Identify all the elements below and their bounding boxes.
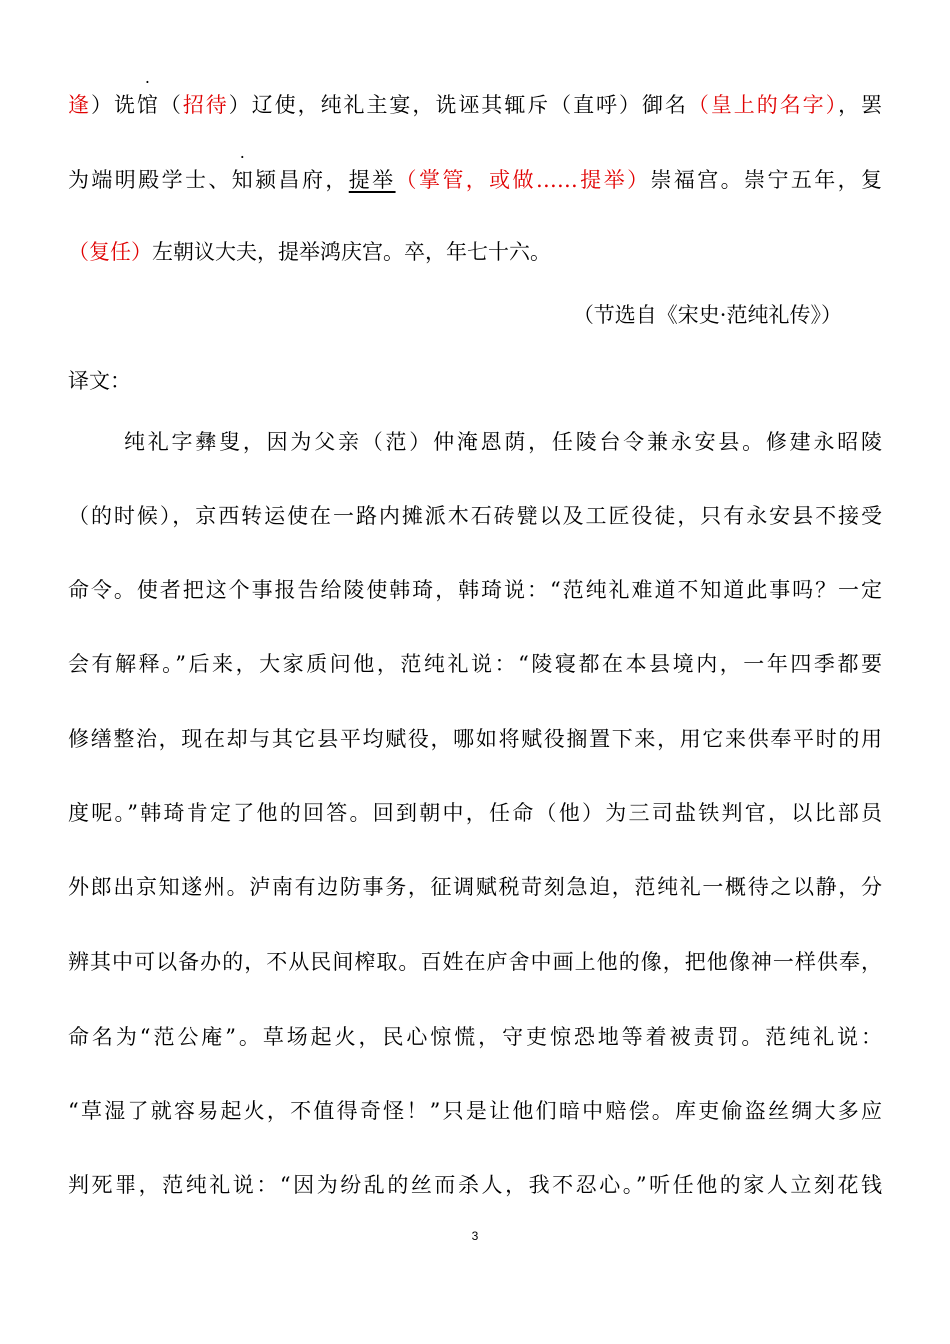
translation-line: （的时候），京西转运使在一路内摊派木石砖甓以及工匠役徒，只有永安县不接受 [68,504,882,528]
translation-line: 判死罪，范纯礼说：“因为纷乱的丝而杀人，我不忍心。”听任他的家人立刻花钱 [68,1173,882,1197]
original-line-2 [68,165,882,195]
translation-line: 修缮整治，现在却与其它县平均赋役，哪如将赋役搁置下来，用它来供奉平时的用 [68,727,882,751]
underlined-term: 提举 [348,168,396,192]
translation-line: “草湿了就容易起火，不值得奇怪！”只是让他们暗中赔偿。库吏偷盗丝绸大多应 [68,1099,882,1123]
annotation-text: （掌管，或做……提举） [395,168,651,192]
original-line-1 [68,90,882,120]
original-text: ，罢 [838,93,883,117]
annotation-text: （皇上的名字） [687,93,839,117]
emphasis-dot-char: 馆 [136,93,158,117]
annotation-text: 逢 [68,93,91,117]
translation-line: 度呢。”韩琦肯定了他的回答。回到朝中，任命（他）为三司盐铁判官，以比部员 [68,801,882,825]
original-line-3 [68,237,882,267]
page-number: 3 [471,1229,479,1243]
translation-line: 外郎出京知遂州。泸南有边防事务，征调赋税苛刻急迫，范纯礼一概待之以静，分 [68,875,882,899]
annotation-text: 招待 [182,93,229,117]
translation-line: 命令。使者把这个事报告给陵使韩琦，韩琦说：“范纯礼难道不知道此事吗？一定 [68,578,882,602]
original-text: ）辽使，纯礼主宴，诜诬其辄斥（直呼）御名 [228,93,688,117]
original-text: 左朝议大夫，提举鸿庆宫。卒，年七十六。 [152,240,551,264]
original-text: ）诜 [90,93,137,117]
translation-line: 命名为“范公庵”。草场起火，民心惊慌，守吏惊恐地等着被责罚。范纯礼说： [68,1025,882,1049]
emphasis-dot-char: 知 [231,168,253,192]
original-text: （ [157,93,183,117]
translation-line: 纯礼字彝叟，因为父亲（范）仲淹恩荫，任陵台令兼永安县。修建永昭陵 [124,430,882,454]
original-text: 为端明殿学士、 [68,168,232,192]
translation-heading: 译文： [68,369,131,393]
original-text: 崇福宫。崇宁五年，复 [650,168,883,192]
annotation-text: （复任） [68,240,152,264]
translation-line: 辨其中可以备办的，不从民间榨取。百姓在庐舍中画上他的像，把他像神一样供奉， [68,950,882,974]
original-text: 颍昌府， [252,168,349,192]
source-citation: （节选自《宋史·范纯礼传》） [572,303,842,327]
translation-line: 会有解释。”后来，大家质问他，范纯礼说：“陵寝都在本县境内，一年四季都要 [68,652,882,676]
